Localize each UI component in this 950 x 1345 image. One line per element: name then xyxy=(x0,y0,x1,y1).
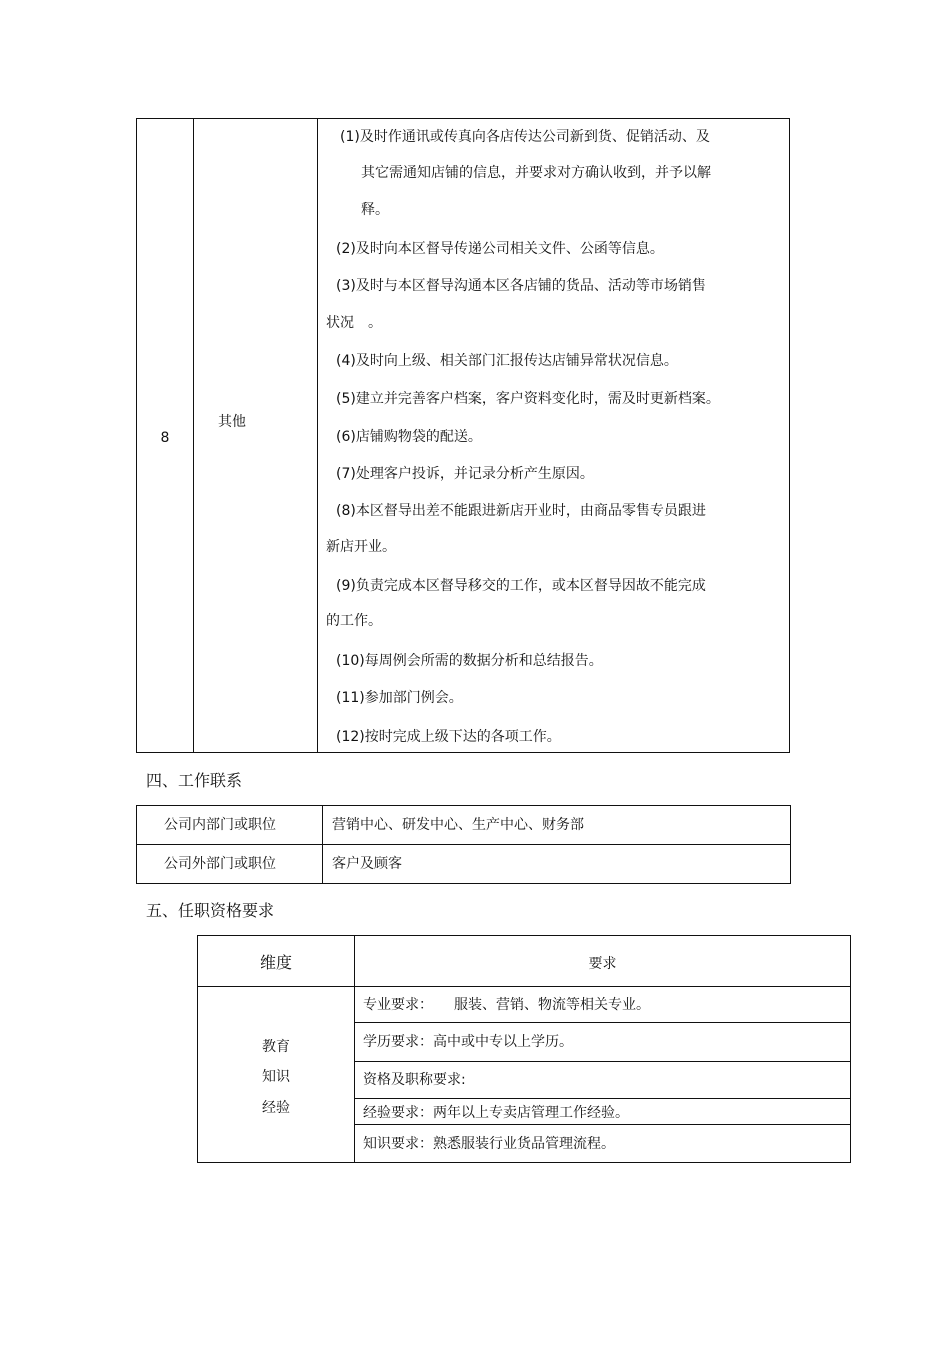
table-border-right xyxy=(850,935,851,1163)
requirement-line: 资格及职称要求: xyxy=(363,1072,466,1088)
table-border-top xyxy=(136,805,791,806)
dimension-line: 经验 xyxy=(262,1100,290,1116)
duty-line: (4)及时向上级、相关部门汇报传达店铺异常状况信息。 xyxy=(336,353,678,369)
header-dimension: 维度 xyxy=(259,953,292,972)
duty-line: (2)及时向本区督导传递公司相关文件、公函等信息。 xyxy=(336,241,664,257)
row-number: 8 xyxy=(160,430,170,446)
table-row-divider xyxy=(136,844,791,845)
table-border-left xyxy=(136,805,137,884)
section5-heading: 五、任职资格要求 xyxy=(146,901,275,920)
duty-line: (5)建立并完善客户档案，客户资料变化时，需及时更新档案。 xyxy=(336,391,720,407)
dimension-line: 知识 xyxy=(262,1069,290,1085)
duty-line: (11)参加部门例会。 xyxy=(336,690,463,706)
duty-line: (12)按时完成上级下达的各项工作。 xyxy=(336,729,561,745)
table-border-bottom xyxy=(136,752,790,753)
table-border-right xyxy=(790,805,791,884)
duty-line: (1)及时作通讯或传真向各店传达公司新到货、促销活动、及 xyxy=(340,129,710,145)
duty-line: (6)店铺购物袋的配送。 xyxy=(336,429,482,445)
table-border-top xyxy=(136,118,790,119)
requirement-line: 学历要求：高中或中专以上学历。 xyxy=(363,1034,573,1050)
header-requirement: 要求 xyxy=(588,956,617,972)
table-row-divider xyxy=(355,1061,851,1062)
contact-value: 营销中心、研发中心、生产中心、财务部 xyxy=(332,817,584,833)
contact-value: 客户及顾客 xyxy=(332,856,402,872)
row-category: 其他 xyxy=(218,414,246,430)
table-border-bottom xyxy=(197,1162,851,1163)
requirement-line: 知识要求：熟悉服装行业货品管理流程。 xyxy=(363,1136,615,1152)
contact-label: 公司外部门或职位 xyxy=(164,856,276,872)
table-row-divider xyxy=(355,1022,851,1023)
duty-line: 新店开业。 xyxy=(326,539,396,555)
duty-line: (3)及时与本区督导沟通本区各店铺的货品、活动等市场销售 xyxy=(336,278,706,294)
requirement-line: 专业要求： 服装、营销、物流等相关专业。 xyxy=(363,997,650,1013)
duty-line: 释。 xyxy=(361,202,389,218)
dimension-line: 教育 xyxy=(262,1039,290,1055)
table-divider-2 xyxy=(317,118,318,753)
requirement-line: 经验要求：两年以上专卖店管理工作经验。 xyxy=(363,1105,629,1121)
table-border-bottom xyxy=(136,883,791,884)
contact-label: 公司内部门或职位 xyxy=(164,817,276,833)
table-divider-1 xyxy=(193,118,194,753)
table-header-divider xyxy=(197,986,851,987)
duty-line: 状况 。 xyxy=(326,315,382,331)
duty-line: (9)负责完成本区督导移交的工作，或本区督导因故不能完成 xyxy=(336,578,706,594)
duty-line: 其它需通知店铺的信息，并要求对方确认收到，并予以解 xyxy=(361,165,711,181)
duty-line: (10)每周例会所需的数据分析和总结报告。 xyxy=(336,653,603,669)
duty-line: (7)处理客户投诉，并记录分析产生原因。 xyxy=(336,466,594,482)
table-col-divider xyxy=(322,805,323,884)
table-row-divider xyxy=(355,1124,851,1125)
table-border-top xyxy=(197,935,851,936)
duty-line: (8)本区督导出差不能跟进新店开业时，由商品零售专员跟进 xyxy=(336,503,706,519)
duty-line: 的工作。 xyxy=(326,613,382,629)
table-row-divider xyxy=(355,1098,851,1099)
table-border-right xyxy=(789,118,790,753)
section4-heading: 四、工作联系 xyxy=(146,771,243,790)
